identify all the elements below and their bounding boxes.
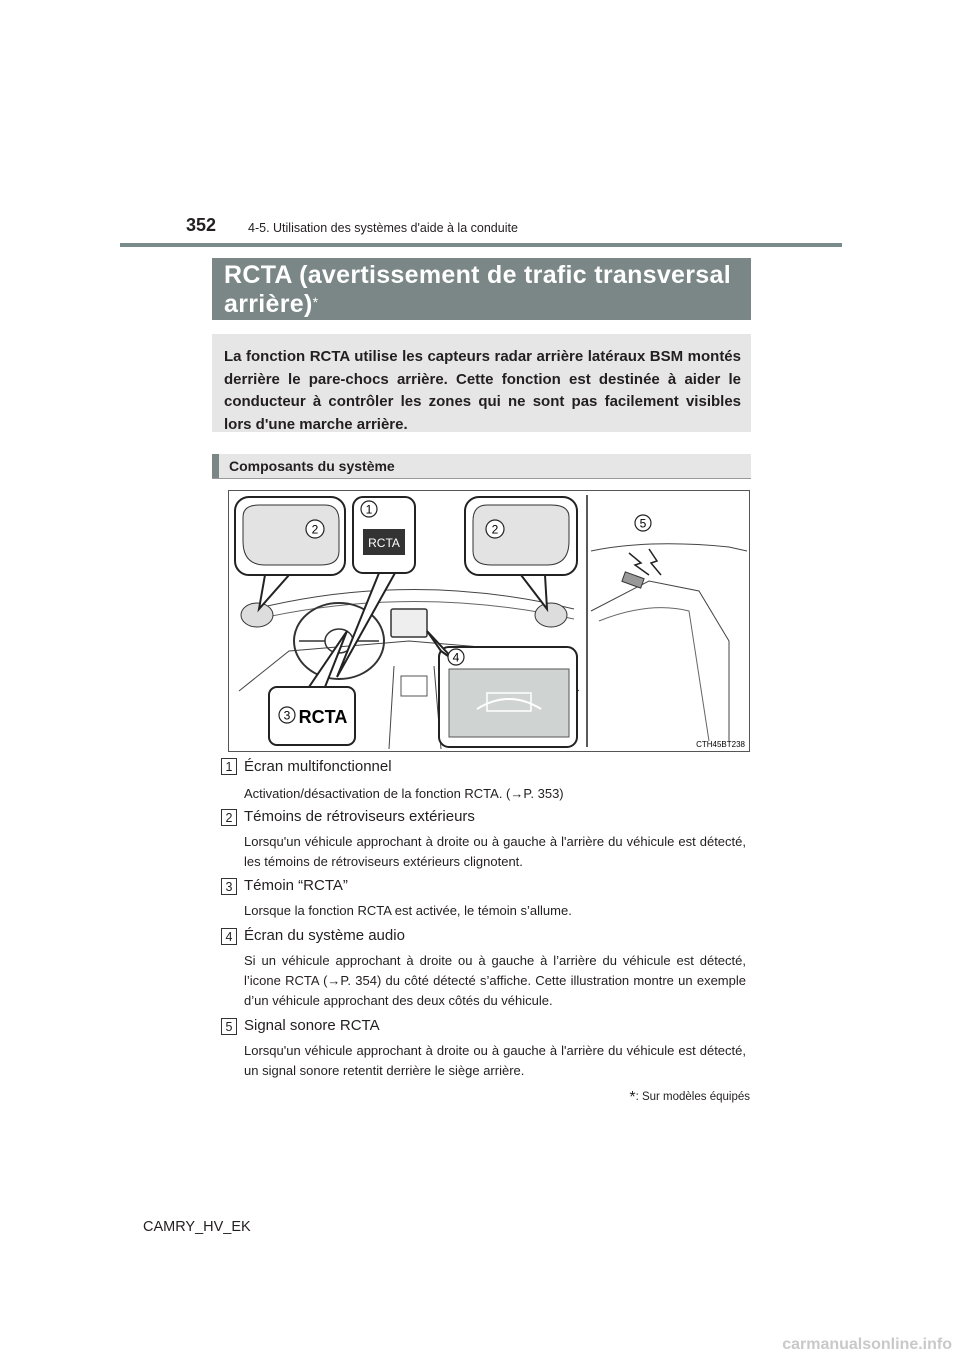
item-title-3: Témoin “RCTA” [244, 877, 348, 894]
header-divider [120, 243, 842, 247]
components-illustration [228, 490, 750, 752]
item-body-2: Lorsqu'un véhicule approchant à droite ou à gauche à l'arrière du véhicule est détecté, les témoins de rétroviseurs extérieurs clignotent. [244, 834, 746, 869]
figure-code: CTH45BT238 [696, 740, 745, 749]
heading-underline [212, 478, 751, 479]
chapter-title: 4-5. Utilisation des systèmes d'aide à la conduite [248, 221, 518, 235]
footnote-star: * [629, 1089, 636, 1106]
footnote [629, 1087, 750, 1105]
figure-callout-2b: 2 [491, 522, 499, 537]
item-number-2: 2 [221, 809, 237, 826]
figure-callout-2a: 2 [311, 522, 319, 537]
model-code: CAMRY_HV_EK [143, 1219, 251, 1235]
figure-callout-4: 4 [452, 650, 460, 665]
section-title [212, 258, 751, 320]
item-title-1: Écran multifonctionnel [244, 758, 392, 775]
figure-callout-3: 3 [283, 708, 291, 723]
title-line2: arrière) [224, 290, 313, 318]
watermark: carmanualsonline.info [782, 1336, 952, 1353]
item-number-4: 4 [221, 928, 237, 945]
title-line1: RCTA (avertissement de trafic transversal [224, 261, 731, 289]
figure-display-rcta: RCTA [368, 536, 400, 550]
item-number-3: 3 [221, 878, 237, 895]
item-title-4: Écran du système audio [244, 927, 405, 944]
page-number: 352 [186, 215, 217, 235]
figure-callout-5: 5 [639, 516, 647, 531]
dashboard-illustration [229, 491, 749, 751]
item-body-4: Si un véhicule approchant à droite ou à gauche à l’arrière du véhicule est détecté, l’icone RCTA (→P. 354) du côté détecté s’affiche. Cette illustration montre un exemple d’un véhicule approchant des deux côtés du véhicule. [244, 953, 746, 1008]
figure-rcta-indicator: RCTA [298, 707, 348, 727]
components-heading: Composants du système [212, 454, 751, 479]
title-marker: * [312, 294, 319, 310]
item-body-1: Activation/désactivation de la fonction RCTA. (→P. 353) [244, 786, 564, 801]
item-body-3: Lorsque la fonction RCTA est activée, le témoin s’allume. [244, 903, 572, 918]
item-title-5: Signal sonore RCTA [244, 1017, 380, 1034]
item-title-2: Témoins de rétroviseurs extérieurs [244, 808, 475, 825]
item-number-5: 5 [221, 1018, 237, 1035]
intro-text: La fonction RCTA utilise les capteurs radar arrière latéraux BSM montés derrière le pare-chocs arrière. Cette fonction est destinée à aider le conducteur à contrôler les zones qui ne sont pas facilement visibles lors d'une marche arrière. [212, 334, 751, 432]
item-body-5: Lorsqu'un véhicule approchant à droite ou à gauche à l'arrière du véhicule est détecté, un signal sonore retentit derrière le siège arrière. [244, 1043, 746, 1078]
footnote-text: : Sur modèles équipés [635, 1091, 750, 1103]
figure-callout-1: 1 [365, 502, 373, 517]
item-number-1: 1 [221, 758, 237, 775]
